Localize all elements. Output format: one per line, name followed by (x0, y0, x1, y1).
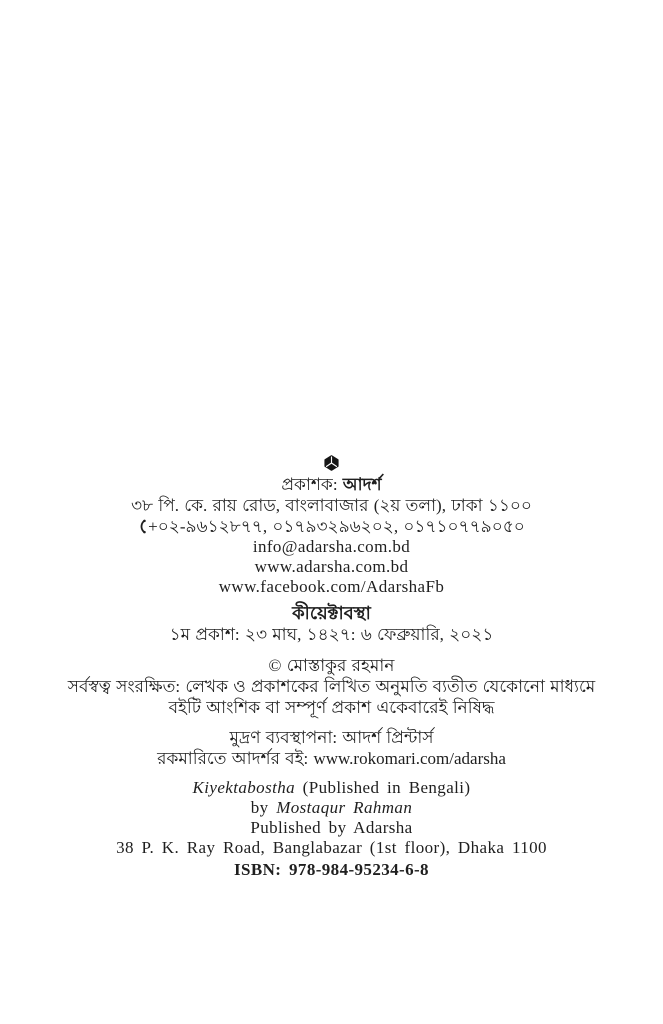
rokomari-link-line: রকমারিতে আদর্শর বই: www.rokomari.com/adarsha (157, 749, 506, 768)
phone-icon (138, 519, 147, 534)
english-publisher-line: Published by Adarsha (250, 818, 413, 837)
printing-management-line: মুদ্রণ ব্যবস্থাপনা: আদর্শ প্রিন্টার্স (229, 728, 434, 747)
english-address-line: 38 P. K. Ray Road, Banglabazar (1st floor), Dhaka 1100 (116, 838, 547, 857)
by-label: by (250, 798, 277, 817)
publisher-phones: +০২-৯৬১২৮৭৭, ০১৭৯৩২৯৬২০২, ০১৭১০৭৭৯০৫০ (148, 517, 525, 536)
copyright-holder-line: © মোস্তাকুর রহমান (268, 656, 395, 675)
english-author-italic: Mostaqur Rahman (276, 798, 413, 817)
isbn-line: ISBN: 978-984-95234-6-8 (234, 860, 429, 879)
publisher-label: প্রকাশক: (281, 475, 343, 494)
publisher-facebook: www.facebook.com/AdarshaFb (218, 577, 445, 596)
adarsha-logo-icon (323, 455, 340, 471)
publisher-name: আদর্শ (342, 475, 382, 494)
publisher-website: www.adarsha.com.bd (254, 557, 409, 576)
publisher-phones-line (0, 516, 663, 537)
english-title-italic: Kiyektabostha (192, 778, 296, 797)
book-title-bengali: কীয়েক্টাবস্থা (292, 603, 371, 623)
first-publication-line: ১ম প্রকাশ: ২৩ মাঘ, ১৪২৭: ৬ ফেব্রুয়ারি, ২০২১ (169, 625, 494, 644)
publisher-address: ৩৮ পি. কে. রায় রোড, বাংলাবাজার (২য় তলা), ঢাকা ১১০০ (131, 496, 532, 515)
rights-reserved-line-2: বইটি আংশিক বা সম্পূর্ণ প্রকাশ একেবারেই নিষিদ্ধ (168, 698, 495, 717)
publisher-logo-row (0, 455, 663, 471)
publisher-line (0, 474, 663, 495)
rights-reserved-line-1: সর্বস্বত্ব সংরক্ষিত: লেখক ও প্রকাশকের লিখিত অনুমতি ব্যতীত যেকোনো মাধ্যমে (67, 677, 596, 696)
english-author-line (0, 798, 663, 818)
publisher-email: info@adarsha.com.bd (252, 537, 411, 556)
colophon-block (0, 455, 663, 880)
english-title-line (0, 778, 663, 798)
english-title-rest: (Published in Bengali) (295, 778, 471, 797)
